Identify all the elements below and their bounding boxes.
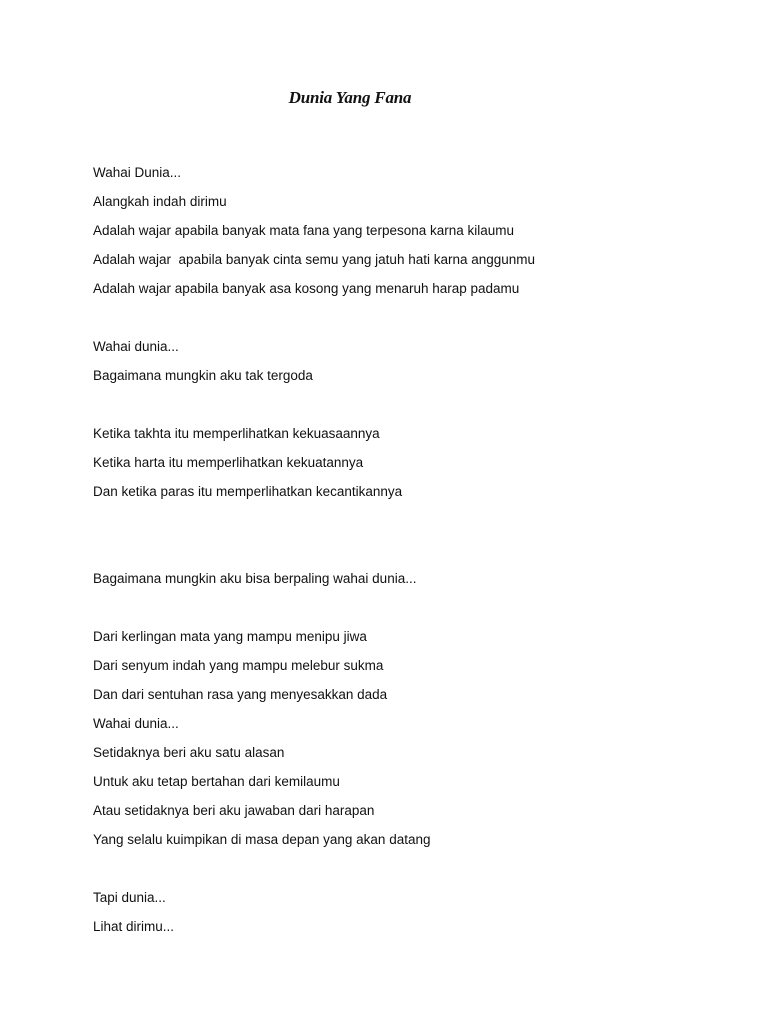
poem-line: Adalah wajar apabila banyak asa kosong yang menaruh harap padamu	[93, 281, 520, 296]
poem-line: Setidaknya beri aku satu alasan	[93, 745, 285, 760]
poem-line: Ketika takhta itu memperlihatkan kekuasaannya	[93, 426, 380, 441]
poem-line: Wahai Dunia...	[93, 165, 182, 180]
poem-title: Dunia Yang Fana	[288, 88, 412, 107]
poem-line: Dan ketika paras itu memperlihatkan kecantikannya	[93, 484, 403, 499]
poem-line: Adalah wajar apabila banyak mata fana yang terpesona karna kilaumu	[93, 223, 515, 238]
poem-line: Tapi dunia...	[93, 890, 166, 905]
poem-line: Untuk aku tetap bertahan dari kemilaumu	[93, 774, 340, 789]
poem-line: Atau setidaknya beri aku jawaban dari harapan	[93, 803, 375, 818]
poem-line: Dari kerlingan mata yang mampu menipu jiwa	[93, 629, 367, 644]
poem-line: Lihat dirimu...	[93, 919, 175, 934]
poem-line: Bagaimana mungkin aku bisa berpaling wahai dunia...	[93, 571, 417, 586]
poem-line: Ketika harta itu memperlihatkan kekuatannya	[93, 455, 364, 470]
poem-line: Dari senyum indah yang mampu melebur sukma	[93, 658, 384, 673]
poem-line: Adalah wajar apabila banyak cinta semu yang jatuh hati karna anggunmu	[93, 252, 536, 267]
poem-line: Yang selalu kuimpikan di masa depan yang akan datang	[93, 832, 431, 847]
poem-line: Dan dari sentuhan rasa yang menyesakkan dada	[93, 687, 388, 702]
poem-line: Alangkah indah dirimu	[93, 194, 227, 209]
poem-line: Bagaimana mungkin aku tak tergoda	[93, 368, 313, 383]
poem-line: Wahai dunia...	[93, 716, 179, 731]
poem-line: Wahai dunia...	[93, 339, 179, 354]
